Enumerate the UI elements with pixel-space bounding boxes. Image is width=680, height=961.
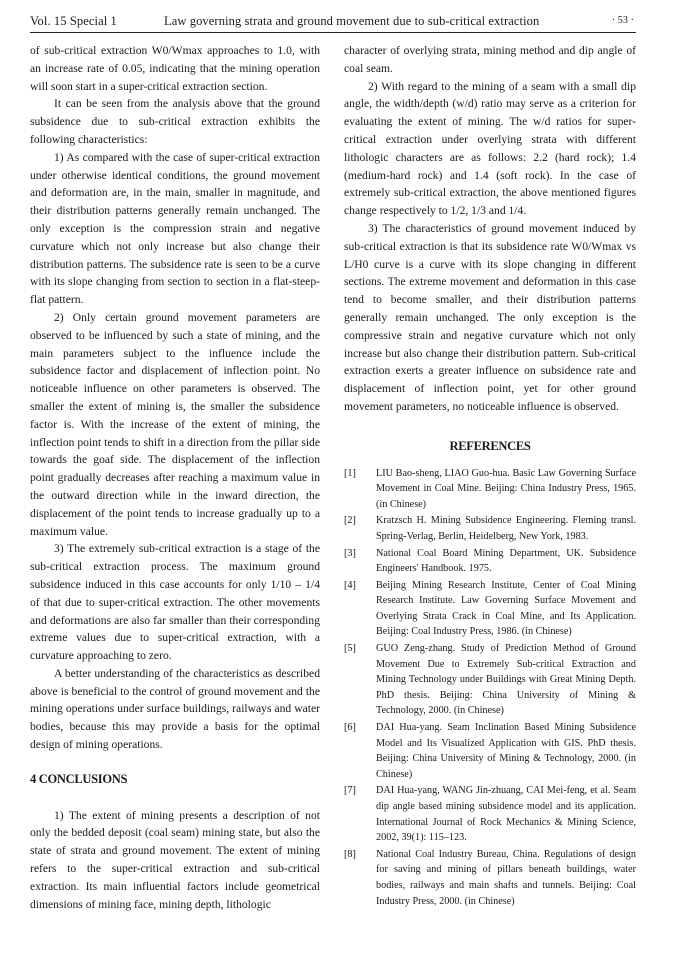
paragraph: A better understanding of the characteristics as described above is beneficial to the control of ground movement and the mining operations under surface buildings, railways and water bodies, because this may provide a basis for the optimal design of mining operations.: [30, 666, 320, 752]
paragraph: of sub-critical extraction W0/Wmax approaches to 1.0, with an increase rate of 0.05, indicating that the mining operation will soon start in a super-critical extraction section.: [30, 44, 320, 93]
paragraph: It can be seen from the analysis above that the ground subsidence due to sub-critical extraction exhibits the following characteristics:: [30, 97, 320, 146]
paragraph: 1) The extent of mining presents a description of not only the bedded deposit (coal seam) mining state, but also the state of strata and ground movement. The extent of mining refers to the super-critical extraction and sub-critical extraction. Its main influential factors include geometrical dimensions of mining face, mining depth, lithologic: [30, 808, 320, 911]
reference-item: [6] DAI Hua-yang. Seam Inclination Based Mining Subsidence Model and Its Visualized Application with GIS. PhD thesis. Beijing: China University of Mining & Technology, 2000. (in Chinese): [344, 722, 636, 780]
paragraph: 2) Only certain ground movement parameters are observed to be influenced by such a state of mining, and the main parameters subject to the influence include the subsidence factor and displacement of inflection point. No noticeable influence on other parameters is observed. The smaller the extent of mining is, the smaller the subsidence factor is. With the increase of the extent of mining, the inflection point tends to shift in a direction from the pillar side towards the goaf side. The displacement of the inflection point gradually decreases after reaching a maximum value in the outward direction while in the inward direction, the displacement of the point tends to increase gradually up to a maximum value.: [30, 310, 320, 538]
running-header: [30, 12, 636, 33]
reference-item: [5] GUO Zeng-zhang. Study of Prediction Method of Ground Movement Due to Extremely Sub-critical Extraction and Mining Technology under Buildings with Great Mining Depth. PhD thesis. Beijing: China University of Mining & Technology, 2000. (in Chinese): [344, 643, 636, 717]
reference-item: [1] LIU Bao-sheng, LIAO Guo-hua. Basic Law Governing Surface Movement in Coal Mine. Beijing: China Industry Press, 1965. (in Chinese): [344, 467, 636, 510]
running-title: Law governing strata and ground movement due to sub-critical extraction: [164, 14, 540, 28]
reference-item: [3] National Coal Board Mining Department, UK. Subsidence Engineers' Handbook. 1975.: [344, 547, 636, 575]
left-column: [30, 42, 320, 913]
right-column: [344, 42, 636, 910]
section-heading-conclusions: 4 CONCLUSIONS: [30, 771, 128, 786]
reference-item: [2] Kratzsch H. Mining Subsidence Engineering. Fleming transl. Spring-Verlag, Berlin, Heidelberg, New York, 1983.: [344, 515, 636, 542]
reference-list: [344, 466, 636, 910]
journal-volume: Vol. 15 Special 1: [30, 14, 117, 28]
paragraph: 3) The characteristics of ground movement induced by sub-critical extraction is that its subsidence rate W0/Wmax vs L/H0 curve is a curve with its slope changing in different sections. The extreme movement and deformation in this case tend to become smaller, and their distribution patterns generally remain unchanged. The only exception is the compressive strain and negative curvature which not only increase but also change their distribution pattern. Sub-critical extraction exerts a greater influence on subsidence rate and displacement of inflection point, yet for other ground movement parameters, no noticeable influence is observed.: [344, 221, 636, 413]
paragraph: character of overlying strata, mining method and dip angle of coal seam.: [344, 44, 636, 75]
reference-item: [4] Beijing Mining Research Institute, Center of Coal Mining Research Institute. Law Governing Surface Movement and Overlying Strata Crack in Coal Mine, and Its Application. Beijing: Coal Industry Press, 1986. (in Chinese): [344, 579, 636, 638]
paragraph: 2) With regard to the mining of a seam with a small dip angle, the width/depth (w/d) ratio may serve as a criterion for evaluating the extent of mining. The w/d ratios for super-critical extraction under overlying strata with different lithologic characters are as follows: 2.2 (hard rock); 1.4 (medium-hard rock) and 1.4 (soft rock). In the case of extremely sub-critical extraction, the above mentioned figures change respectively to 1/2, 1/3 and 1/4.: [344, 79, 636, 218]
paragraph: 1) As compared with the case of super-critical extraction under otherwise identical conditions, the ground movement and deformation are, in the main, smaller in magnitude, and their distribution patterns generally remain unchanged. The only exception is the compression strain and negative curvature which not only increase but also change their distribution patterns. The subsidence rate is seen to be a curve with its slope changing from section to section in a flat-steep-flat pattern.: [30, 150, 320, 307]
references-heading: REFERENCES: [449, 438, 531, 453]
paragraph: 3) The extremely sub-critical extraction is a stage of the sub-critical extraction process. The maximum ground subsidence induced in this case accounts for only 1/10 – 1/4 of that due to super-critical extraction. The other movements and deformations are also far smaller than their corresponding extreme values due to super-critical extraction, with a curvature approaching to zero.: [30, 542, 320, 663]
page-number: · 53 ·: [611, 15, 634, 26]
reference-item: [8] National Coal Industry Bureau, China. Regulations of design for saving and mining of pillars beneath buildings, water bodies, railways and main shafts and tunnels. Beijing: Coal Industry Press, 2000. (in Chinese): [344, 848, 636, 907]
reference-item: [7] DAI Hua-yang, WANG Jin-zhuang, CAI Mei-feng, et al. Seam dip angle based mining subsidence model and its application. International Journal of Rock Mechanics & Mining Science, 2002, 39(1): 115–123.: [344, 785, 636, 844]
